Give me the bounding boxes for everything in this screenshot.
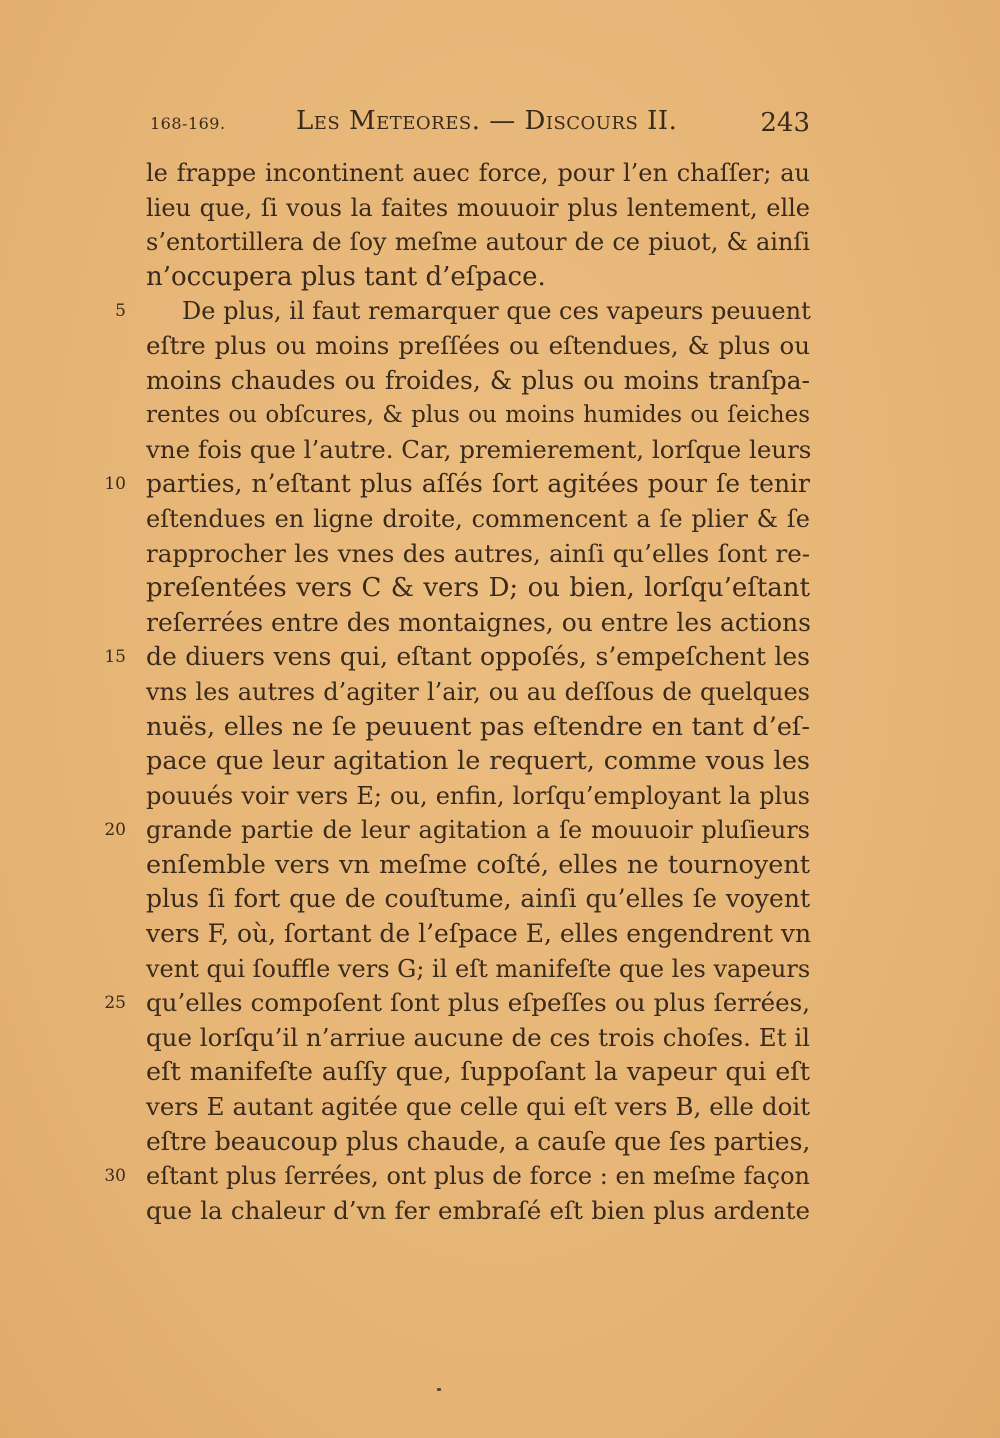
- header-title: Les Meteores. — Discours II.: [296, 106, 678, 136]
- page-number: 243: [760, 108, 810, 138]
- text-line: reſerrées entre des montaignes, ou entre les actions: [146, 607, 811, 637]
- line-number-20: 20: [104, 820, 126, 841]
- text-line: rapprocher les vnes des autres, ainſi qu’elles ſont re-: [146, 538, 810, 568]
- text-line: pouués voir vers E; ou, enfin, lorſqu’employant la plus: [146, 781, 810, 810]
- line-number-15: 15: [104, 647, 126, 668]
- text-line: eſtre beaucoup plus chaude, a cauſe que ſes parties,: [146, 1126, 811, 1156]
- text-line: vers F, où, ſortant de l’eſpace E, elles engendrent vn: [146, 919, 812, 949]
- text-line: que la chaleur d’vn fer embraſé eſt bien plus ardente: [146, 1195, 810, 1225]
- text-line: eſtre plus ou moins preſſées ou eſtendues, & plus ou: [146, 330, 810, 360]
- text-line: vent qui ſouffle vers G; il eſt manifeſte que les vapeurs: [146, 954, 811, 983]
- page-mark: [437, 1388, 441, 1391]
- text-line: vers E autant agitée que celle qui eſt vers B, elle doit: [146, 1092, 810, 1122]
- text-line: que lorſqu’il n’arriue aucune de ces trois choſes. Et il: [146, 1022, 810, 1052]
- text-line: preſentées vers C & vers D; ou bien, lorſqu’eſtant: [146, 573, 810, 604]
- running-header: [150, 106, 810, 142]
- text-line: le frappe incontinent auec force, pour l’en chaſſer; au: [146, 159, 810, 187]
- text-line: n’occupera plus tant d’eſpace.: [146, 261, 546, 292]
- body-text: [146, 156, 810, 1228]
- text-line: vne fois que l’autre. Car, premierement, lorſque leurs: [146, 434, 812, 464]
- text-line: de diuers vens qui, eſtant oppoſés, s’empeſchent les: [146, 642, 810, 672]
- text-line: rentes ou obſcures, & plus ou moins humides ou ſeiches: [146, 402, 810, 429]
- line-number-5: 5: [115, 301, 126, 322]
- text-line: grande partie de leur agitation a ſe mouuoir pluſieurs: [146, 816, 810, 845]
- text-line: nuës, elles ne ſe peuuent pas eſtendre en tant d’eſ-: [146, 711, 810, 742]
- line-number-10: 10: [104, 474, 126, 495]
- text-line: De plus, il faut remarquer que ces vapeurs peuuent: [182, 297, 811, 326]
- text-line: s’entortillera de ſoy meſme autour de ce piuot, & ainſi: [146, 228, 810, 257]
- text-line: moins chaudes ou froides, & plus ou moins tranſpa-: [146, 365, 810, 395]
- text-line: enſemble vers vn meſme coſté, elles ne tournoyent: [146, 849, 810, 880]
- text-line: eſt manifeſte auſſy que, ſuppoſant la vapeur qui eſt: [146, 1057, 810, 1088]
- text-line: plus ſi fort que de couſtume, ainſi qu’elles ſe voyent: [146, 884, 810, 914]
- text-line: lieu que, ſi vous la faites mouuoir plus lentement, elle: [146, 193, 810, 222]
- text-line: eſtendues en ligne droite, commencent a ſe plier & ſe: [146, 504, 810, 533]
- line-number-30: 30: [104, 1166, 126, 1187]
- text-line: vns les autres d’agiter l’air, ou au deſſous de quelques: [146, 677, 810, 706]
- text-line: qu’elles compoſent ſont plus eſpeſſes ou plus ſerrées,: [146, 988, 810, 1018]
- text-line: pace que leur agitation le requert, comme vous les: [146, 746, 810, 777]
- line-number-25: 25: [104, 993, 126, 1014]
- text-line: eſtant plus ſerrées, ont plus de force : en meſme façon: [146, 1162, 810, 1191]
- header-page-range: 168-169.: [150, 114, 226, 133]
- text-line: parties, n’eſtant plus aſſés ſort agitées pour ſe tenir: [146, 469, 810, 499]
